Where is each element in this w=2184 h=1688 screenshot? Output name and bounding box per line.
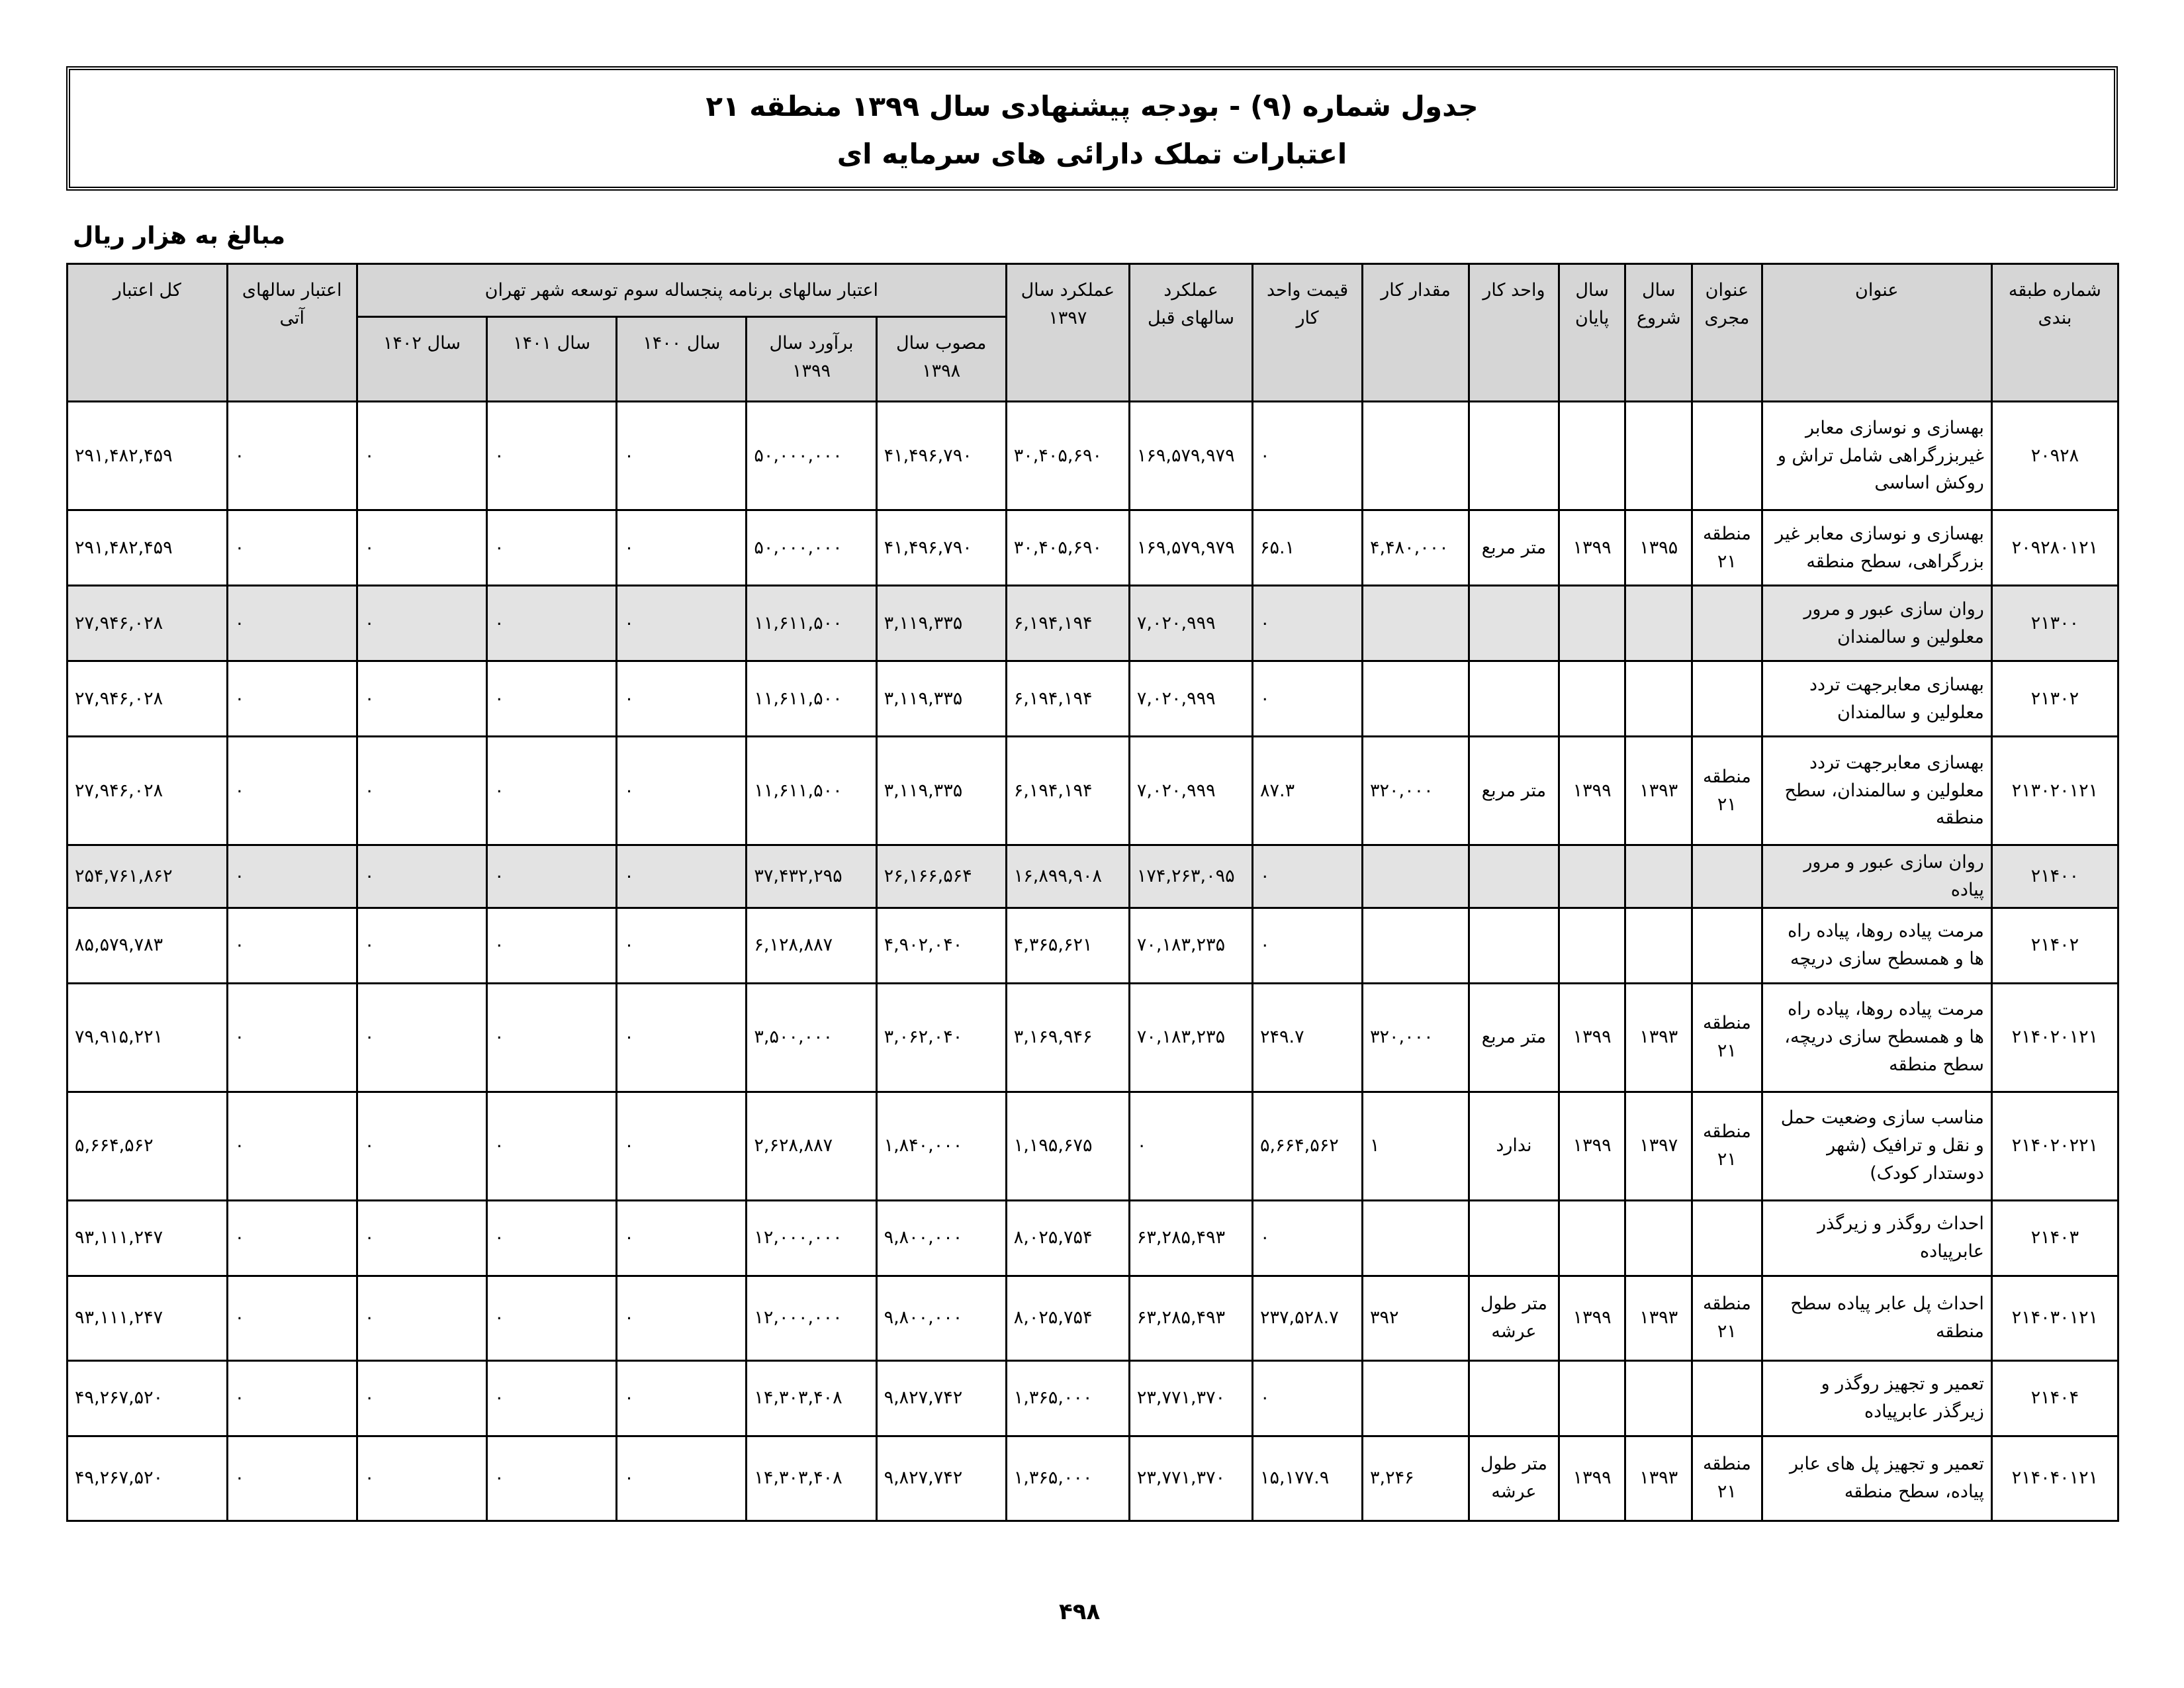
- table-row: [68, 908, 2118, 983]
- cell-title: احداث پل عابر پیاده سطح منطقه: [1762, 1276, 1991, 1360]
- cell-total: ۸۵,۵۷۹,۷۸۳: [68, 908, 228, 983]
- cell-past-performance: ۶۳,۲۸۵,۴۹۳: [1129, 1200, 1252, 1276]
- cell-work-unit: متر طول عرشه: [1469, 1276, 1559, 1360]
- title-box: [66, 66, 2118, 191]
- cell-past-performance: ۲۳,۷۷۱,۳۷۰: [1129, 1436, 1252, 1521]
- cell-unit-price: ۰: [1253, 1200, 1363, 1276]
- cell-year-1400: ۰: [617, 1200, 747, 1276]
- cell-total: ۷۹,۹۱۵,۲۲۱: [68, 983, 228, 1092]
- cell-approved-1398: ۳,۱۱۹,۳۳۵: [876, 661, 1006, 737]
- cell-year-1400: ۰: [617, 983, 747, 1092]
- cell-performance-1397: ۶,۱۹۴,۱۹۴: [1006, 586, 1129, 661]
- col-header-past-performance: عملکرد سالهای قبل: [1129, 264, 1252, 402]
- cell-year-1402: ۰: [357, 1436, 486, 1521]
- cell-approved-1398: ۳,۱۱۹,۳۳۵: [876, 586, 1006, 661]
- cell-end-year: [1559, 661, 1625, 737]
- cell-total: ۹۳,۱۱۱,۲۴۷: [68, 1276, 228, 1360]
- cell-estimate-1399: ۱۴,۳۰۳,۴۰۸: [747, 1360, 876, 1436]
- cell-start-year: ۱۳۹۳: [1625, 737, 1692, 845]
- cell-approved-1398: ۹,۸۰۰,۰۰۰: [876, 1200, 1006, 1276]
- cell-performance-1397: ۶,۱۹۴,۱۹۴: [1006, 737, 1129, 845]
- cell-code: ۲۱۴۰۴۰۱۲۱: [1991, 1436, 2118, 1521]
- cell-code: ۲۱۴۰۲۰۱۲۱: [1991, 983, 2118, 1092]
- cell-estimate-1399: ۵۰,۰۰۰,۰۰۰: [747, 402, 876, 510]
- cell-total: ۲۷,۹۴۶,۰۲۸: [68, 737, 228, 845]
- cell-estimate-1399: ۳,۵۰۰,۰۰۰: [747, 983, 876, 1092]
- cell-code: ۲۱۴۰۴: [1991, 1360, 2118, 1436]
- cell-executor: [1692, 845, 1762, 908]
- header-row-top: [68, 264, 2118, 317]
- cell-unit-price: ۱۵,۱۷۷.۹: [1253, 1436, 1363, 1521]
- budget-table: [66, 263, 2119, 1522]
- cell-approved-1398: ۴۱,۴۹۶,۷۹۰: [876, 402, 1006, 510]
- cell-start-year: ۱۳۹۷: [1625, 1092, 1692, 1200]
- cell-end-year: ۱۳۹۹: [1559, 510, 1625, 586]
- cell-performance-1397: ۳۰,۴۰۵,۶۹۰: [1006, 402, 1129, 510]
- col-header-year-1402: سال ۱۴۰۲: [357, 317, 486, 402]
- cell-past-performance: ۷,۰۲۰,۹۹۹: [1129, 737, 1252, 845]
- cell-title: بهسازی معابرجهت تردد معلولین و سالمندان، سطح منطقه: [1762, 737, 1991, 845]
- cell-future-years: ۰: [227, 1360, 357, 1436]
- cell-year-1400: ۰: [617, 908, 747, 983]
- table-row: [68, 1360, 2118, 1436]
- cell-start-year: [1625, 1360, 1692, 1436]
- cell-work-unit: متر مربع: [1469, 983, 1559, 1092]
- cell-approved-1398: ۹,۸۲۷,۷۴۲: [876, 1436, 1006, 1521]
- cell-code: ۲۱۳۰۰: [1991, 586, 2118, 661]
- col-header-performance-1397: عملکرد سال ۱۳۹۷: [1006, 264, 1129, 402]
- cell-start-year: [1625, 402, 1692, 510]
- cell-end-year: ۱۳۹۹: [1559, 1436, 1625, 1521]
- table-row: [68, 737, 2118, 845]
- cell-year-1400: ۰: [617, 1360, 747, 1436]
- cell-total: ۲۹۱,۴۸۲,۴۵۹: [68, 510, 228, 586]
- cell-code: ۲۱۴۰۲۰۲۲۱: [1991, 1092, 2118, 1200]
- cell-future-years: ۰: [227, 1200, 357, 1276]
- col-header-future-years: اعتبار سالهای آتی: [227, 264, 357, 402]
- cell-title: روان سازی عبور و مرور پیاده: [1762, 845, 1991, 908]
- cell-future-years: ۰: [227, 983, 357, 1092]
- cell-unit-price: ۰: [1253, 845, 1363, 908]
- cell-performance-1397: ۶,۱۹۴,۱۹۴: [1006, 661, 1129, 737]
- cell-performance-1397: ۸,۰۲۵,۷۵۴: [1006, 1200, 1129, 1276]
- col-header-work-unit: واحد کار: [1469, 264, 1559, 402]
- table-row: [68, 845, 2118, 908]
- cell-end-year: [1559, 1360, 1625, 1436]
- cell-end-year: ۱۳۹۹: [1559, 983, 1625, 1092]
- cell-work-amount: [1363, 402, 1469, 510]
- cell-unit-price: ۰: [1253, 908, 1363, 983]
- cell-year-1400: ۰: [617, 402, 747, 510]
- cell-end-year: ۱۳۹۹: [1559, 1276, 1625, 1360]
- cell-estimate-1399: ۳۷,۴۳۲,۲۹۵: [747, 845, 876, 908]
- cell-year-1401: ۰: [487, 908, 617, 983]
- cell-executor: [1692, 908, 1762, 983]
- cell-start-year: [1625, 908, 1692, 983]
- cell-total: ۹۳,۱۱۱,۲۴۷: [68, 1200, 228, 1276]
- cell-estimate-1399: ۶,۱۲۸,۸۸۷: [747, 908, 876, 983]
- cell-start-year: ۱۳۹۳: [1625, 1276, 1692, 1360]
- col-header-code: شماره طبقه بندی: [1991, 264, 2118, 402]
- cell-year-1401: ۰: [487, 1276, 617, 1360]
- cell-year-1401: ۰: [487, 737, 617, 845]
- cell-work-unit: متر طول عرشه: [1469, 1436, 1559, 1521]
- table-row: [68, 983, 2118, 1092]
- cell-title: احداث روگذر و زیرگذر عابرپیاده: [1762, 1200, 1991, 1276]
- cell-approved-1398: ۹,۸۲۷,۷۴۲: [876, 1360, 1006, 1436]
- cell-code: ۲۱۴۰۳: [1991, 1200, 2118, 1276]
- cell-approved-1398: ۴,۹۰۲,۰۴۰: [876, 908, 1006, 983]
- cell-unit-price: ۲۳۷,۵۲۸.۷: [1253, 1276, 1363, 1360]
- cell-work-unit: [1469, 1360, 1559, 1436]
- cell-start-year: [1625, 845, 1692, 908]
- col-header-total: کل اعتبار: [68, 264, 228, 402]
- cell-end-year: ۱۳۹۹: [1559, 1092, 1625, 1200]
- cell-title: مرمت پیاده روها، پیاده راه ها و همسطح سازی دریچه، سطح منطقه: [1762, 983, 1991, 1092]
- cell-work-amount: [1363, 1200, 1469, 1276]
- table-row: [68, 586, 2118, 661]
- cell-past-performance: ۱۶۹,۵۷۹,۹۷۹: [1129, 402, 1252, 510]
- cell-executor: منطقه ۲۱: [1692, 737, 1762, 845]
- cell-work-unit: [1469, 402, 1559, 510]
- cell-unit-price: ۰: [1253, 1360, 1363, 1436]
- cell-end-year: [1559, 908, 1625, 983]
- cell-future-years: ۰: [227, 845, 357, 908]
- cell-work-amount: [1363, 845, 1469, 908]
- cell-approved-1398: ۱,۸۴۰,۰۰۰: [876, 1092, 1006, 1200]
- budget-table-body: [68, 402, 2118, 1521]
- cell-year-1401: ۰: [487, 845, 617, 908]
- cell-total: ۲۹۱,۴۸۲,۴۵۹: [68, 402, 228, 510]
- cell-work-amount: [1363, 661, 1469, 737]
- cell-year-1400: ۰: [617, 510, 747, 586]
- cell-work-amount: ۳۲۰,۰۰۰: [1363, 983, 1469, 1092]
- col-header-work-amount: مقدار کار: [1363, 264, 1469, 402]
- cell-work-amount: ۳,۲۴۶: [1363, 1436, 1469, 1521]
- cell-year-1402: ۰: [357, 845, 486, 908]
- cell-past-performance: ۰: [1129, 1092, 1252, 1200]
- page-subtitle: اعتبارات تملک دارائی های سرمایه ای: [837, 138, 1347, 170]
- cell-start-year: [1625, 586, 1692, 661]
- cell-future-years: ۰: [227, 1436, 357, 1521]
- table-row: [68, 1276, 2118, 1360]
- cell-start-year: ۱۳۹۳: [1625, 1436, 1692, 1521]
- cell-estimate-1399: ۱۱,۶۱۱,۵۰۰: [747, 737, 876, 845]
- cell-end-year: [1559, 402, 1625, 510]
- cell-total: ۲۷,۹۴۶,۰۲۸: [68, 586, 228, 661]
- cell-end-year: ۱۳۹۹: [1559, 737, 1625, 845]
- cell-unit-price: ۸۷.۳: [1253, 737, 1363, 845]
- cell-executor: [1692, 661, 1762, 737]
- cell-executor: [1692, 1360, 1762, 1436]
- cell-estimate-1399: ۱۲,۰۰۰,۰۰۰: [747, 1276, 876, 1360]
- cell-performance-1397: ۴,۳۶۵,۶۲۱: [1006, 908, 1129, 983]
- cell-year-1401: ۰: [487, 402, 617, 510]
- cell-work-unit: [1469, 908, 1559, 983]
- cell-work-unit: ندارد: [1469, 1092, 1559, 1200]
- cell-year-1401: ۰: [487, 1436, 617, 1521]
- cell-work-amount: [1363, 586, 1469, 661]
- cell-year-1401: ۰: [487, 510, 617, 586]
- cell-end-year: [1559, 586, 1625, 661]
- cell-future-years: ۰: [227, 737, 357, 845]
- cell-unit-price: ۲۴۹.۷: [1253, 983, 1363, 1092]
- cell-executor: [1692, 586, 1762, 661]
- cell-estimate-1399: ۱۴,۳۰۳,۴۰۸: [747, 1436, 876, 1521]
- col-header-start-year: سال شروع: [1625, 264, 1692, 402]
- page-number: ۴۹۸: [1059, 1599, 1101, 1625]
- cell-work-unit: [1469, 661, 1559, 737]
- cell-year-1401: ۰: [487, 586, 617, 661]
- cell-total: ۴۹,۲۶۷,۵۲۰: [68, 1360, 228, 1436]
- cell-performance-1397: ۱,۱۹۵,۶۷۵: [1006, 1092, 1129, 1200]
- cell-year-1402: ۰: [357, 1276, 486, 1360]
- cell-code: ۲۱۴۰۲: [1991, 908, 2118, 983]
- cell-work-unit: [1469, 845, 1559, 908]
- cell-past-performance: ۱۶۹,۵۷۹,۹۷۹: [1129, 510, 1252, 586]
- col-header-end-year: سال پایان: [1559, 264, 1625, 402]
- cell-estimate-1399: ۱۲,۰۰۰,۰۰۰: [747, 1200, 876, 1276]
- cell-future-years: ۰: [227, 908, 357, 983]
- cell-title: مناسب سازی وضعیت حمل و نقل و ترافیک (شهر دوستدار کودک): [1762, 1092, 1991, 1200]
- units-note: مبالغ به هزار ریال: [73, 222, 285, 250]
- cell-year-1402: ۰: [357, 908, 486, 983]
- table-row: [68, 1200, 2118, 1276]
- col-header-approved-1398: مصوب سال ۱۳۹۸: [876, 317, 1006, 402]
- cell-code: ۲۱۳۰۲۰۱۲۱: [1991, 737, 2118, 845]
- table-row: [68, 402, 2118, 510]
- cell-approved-1398: ۲۶,۱۶۶,۵۶۴: [876, 845, 1006, 908]
- cell-code: ۲۱۴۰۳۰۱۲۱: [1991, 1276, 2118, 1360]
- cell-future-years: ۰: [227, 510, 357, 586]
- cell-title: روان سازی عبور و مرور معلولین و سالمندان: [1762, 586, 1991, 661]
- cell-year-1400: ۰: [617, 586, 747, 661]
- cell-approved-1398: ۹,۸۰۰,۰۰۰: [876, 1276, 1006, 1360]
- cell-year-1402: ۰: [357, 983, 486, 1092]
- cell-end-year: [1559, 1200, 1625, 1276]
- cell-work-amount: ۱: [1363, 1092, 1469, 1200]
- cell-year-1402: ۰: [357, 510, 486, 586]
- cell-estimate-1399: ۲,۶۲۸,۸۸۷: [747, 1092, 876, 1200]
- cell-performance-1397: ۳۰,۴۰۵,۶۹۰: [1006, 510, 1129, 586]
- cell-future-years: ۰: [227, 1276, 357, 1360]
- cell-approved-1398: ۳,۰۶۲,۰۴۰: [876, 983, 1006, 1092]
- cell-year-1400: ۰: [617, 1436, 747, 1521]
- cell-estimate-1399: ۵۰,۰۰۰,۰۰۰: [747, 510, 876, 586]
- cell-performance-1397: ۱۶,۸۹۹,۹۰۸: [1006, 845, 1129, 908]
- col-header-estimate-1399: برآورد سال ۱۳۹۹: [747, 317, 876, 402]
- cell-future-years: ۰: [227, 402, 357, 510]
- cell-performance-1397: ۸,۰۲۵,۷۵۴: [1006, 1276, 1129, 1360]
- cell-end-year: [1559, 845, 1625, 908]
- cell-title: بهسازی و نوسازی معابر غیر بزرگراهی، سطح منطقه: [1762, 510, 1991, 586]
- cell-work-unit: [1469, 586, 1559, 661]
- cell-start-year: ۱۳۹۳: [1625, 983, 1692, 1092]
- cell-total: ۲۵۴,۷۶۱,۸۶۲: [68, 845, 228, 908]
- cell-work-amount: [1363, 908, 1469, 983]
- cell-title: مرمت پیاده روها، پیاده راه ها و همسطح سازی دریچه: [1762, 908, 1991, 983]
- cell-executor: منطقه ۲۱: [1692, 983, 1762, 1092]
- cell-year-1401: ۰: [487, 661, 617, 737]
- cell-work-unit: [1469, 1200, 1559, 1276]
- cell-future-years: ۰: [227, 1092, 357, 1200]
- cell-executor: منطقه ۲۱: [1692, 1276, 1762, 1360]
- cell-year-1400: ۰: [617, 1092, 747, 1200]
- cell-performance-1397: ۳,۱۶۹,۹۴۶: [1006, 983, 1129, 1092]
- cell-executor: منطقه ۲۱: [1692, 1092, 1762, 1200]
- table-row: [68, 661, 2118, 737]
- cell-year-1400: ۰: [617, 1276, 747, 1360]
- cell-future-years: ۰: [227, 661, 357, 737]
- cell-performance-1397: ۱,۳۶۵,۰۰۰: [1006, 1360, 1129, 1436]
- cell-year-1400: ۰: [617, 845, 747, 908]
- cell-code: ۲۱۳۰۲: [1991, 661, 2118, 737]
- table-row: [68, 1436, 2118, 1521]
- col-header-unit-price: قیمت واحد کار: [1253, 264, 1363, 402]
- cell-performance-1397: ۱,۳۶۵,۰۰۰: [1006, 1436, 1129, 1521]
- cell-unit-price: ۰: [1253, 402, 1363, 510]
- cell-year-1402: ۰: [357, 661, 486, 737]
- cell-past-performance: ۱۷۴,۲۶۳,۰۹۵: [1129, 845, 1252, 908]
- cell-executor: منطقه ۲۱: [1692, 1436, 1762, 1521]
- col-header-plan-group: اعتبار سالهای برنامه پنجساله سوم توسعه شهر تهران: [357, 264, 1006, 317]
- cell-work-amount: ۴,۴۸۰,۰۰۰: [1363, 510, 1469, 586]
- col-header-year-1401: سال ۱۴۰۱: [487, 317, 617, 402]
- cell-work-amount: ۳۲۰,۰۰۰: [1363, 737, 1469, 845]
- table-row: [68, 1092, 2118, 1200]
- cell-total: ۵,۶۶۴,۵۶۲: [68, 1092, 228, 1200]
- cell-start-year: ۱۳۹۵: [1625, 510, 1692, 586]
- cell-past-performance: ۷,۰۲۰,۹۹۹: [1129, 586, 1252, 661]
- cell-year-1402: ۰: [357, 1200, 486, 1276]
- col-header-executor: عنوان مجری: [1692, 264, 1762, 402]
- cell-unit-price: ۶۵.۱: [1253, 510, 1363, 586]
- cell-unit-price: ۰: [1253, 661, 1363, 737]
- cell-approved-1398: ۴۱,۴۹۶,۷۹۰: [876, 510, 1006, 586]
- cell-year-1401: ۰: [487, 983, 617, 1092]
- cell-year-1402: ۰: [357, 402, 486, 510]
- cell-executor: منطقه ۲۱: [1692, 510, 1762, 586]
- cell-past-performance: ۲۳,۷۷۱,۳۷۰: [1129, 1360, 1252, 1436]
- col-header-title: عنوان: [1762, 264, 1991, 402]
- cell-total: ۴۹,۲۶۷,۵۲۰: [68, 1436, 228, 1521]
- cell-estimate-1399: ۱۱,۶۱۱,۵۰۰: [747, 661, 876, 737]
- table-row: [68, 510, 2118, 586]
- page-title: جدول شماره (۹) - بودجه پیشنهادی سال ۱۳۹۹ منطقه ۲۱: [705, 90, 1479, 122]
- cell-year-1400: ۰: [617, 737, 747, 845]
- cell-title: بهسازی و نوسازی معابر غیربزرگراهی شامل تراش و روکش اساسی: [1762, 402, 1991, 510]
- col-header-year-1400: سال ۱۴۰۰: [617, 317, 747, 402]
- cell-year-1401: ۰: [487, 1092, 617, 1200]
- cell-estimate-1399: ۱۱,۶۱۱,۵۰۰: [747, 586, 876, 661]
- cell-year-1402: ۰: [357, 1360, 486, 1436]
- cell-work-unit: متر مربع: [1469, 510, 1559, 586]
- cell-work-amount: ۳۹۲: [1363, 1276, 1469, 1360]
- cell-executor: [1692, 1200, 1762, 1276]
- cell-year-1402: ۰: [357, 586, 486, 661]
- cell-past-performance: ۷,۰۲۰,۹۹۹: [1129, 661, 1252, 737]
- cell-year-1401: ۰: [487, 1360, 617, 1436]
- cell-unit-price: ۰: [1253, 586, 1363, 661]
- cell-title: تعمیر و تجهیز پل های عابر پیاده، سطح منطقه: [1762, 1436, 1991, 1521]
- cell-work-unit: متر مربع: [1469, 737, 1559, 845]
- cell-past-performance: ۷۰,۱۸۳,۲۳۵: [1129, 983, 1252, 1092]
- cell-year-1401: ۰: [487, 1200, 617, 1276]
- cell-code: ۲۱۴۰۰: [1991, 845, 2118, 908]
- cell-start-year: [1625, 1200, 1692, 1276]
- cell-past-performance: ۷۰,۱۸۳,۲۳۵: [1129, 908, 1252, 983]
- cell-year-1400: ۰: [617, 661, 747, 737]
- cell-approved-1398: ۳,۱۱۹,۳۳۵: [876, 737, 1006, 845]
- cell-year-1402: ۰: [357, 737, 486, 845]
- cell-title: بهسازی معابرجهت تردد معلولین و سالمندان: [1762, 661, 1991, 737]
- cell-title: تعمیر و تجهیز روگذر و زیرگذر عابرپیاده: [1762, 1360, 1991, 1436]
- cell-year-1402: ۰: [357, 1092, 486, 1200]
- cell-executor: [1692, 402, 1762, 510]
- cell-code: ۲۰۹۲۸: [1991, 402, 2118, 510]
- cell-unit-price: ۵,۶۶۴,۵۶۲: [1253, 1092, 1363, 1200]
- cell-total: ۲۷,۹۴۶,۰۲۸: [68, 661, 228, 737]
- cell-start-year: [1625, 661, 1692, 737]
- cell-past-performance: ۶۳,۲۸۵,۴۹۳: [1129, 1276, 1252, 1360]
- cell-code: ۲۰۹۲۸۰۱۲۱: [1991, 510, 2118, 586]
- cell-future-years: ۰: [227, 586, 357, 661]
- cell-work-amount: [1363, 1360, 1469, 1436]
